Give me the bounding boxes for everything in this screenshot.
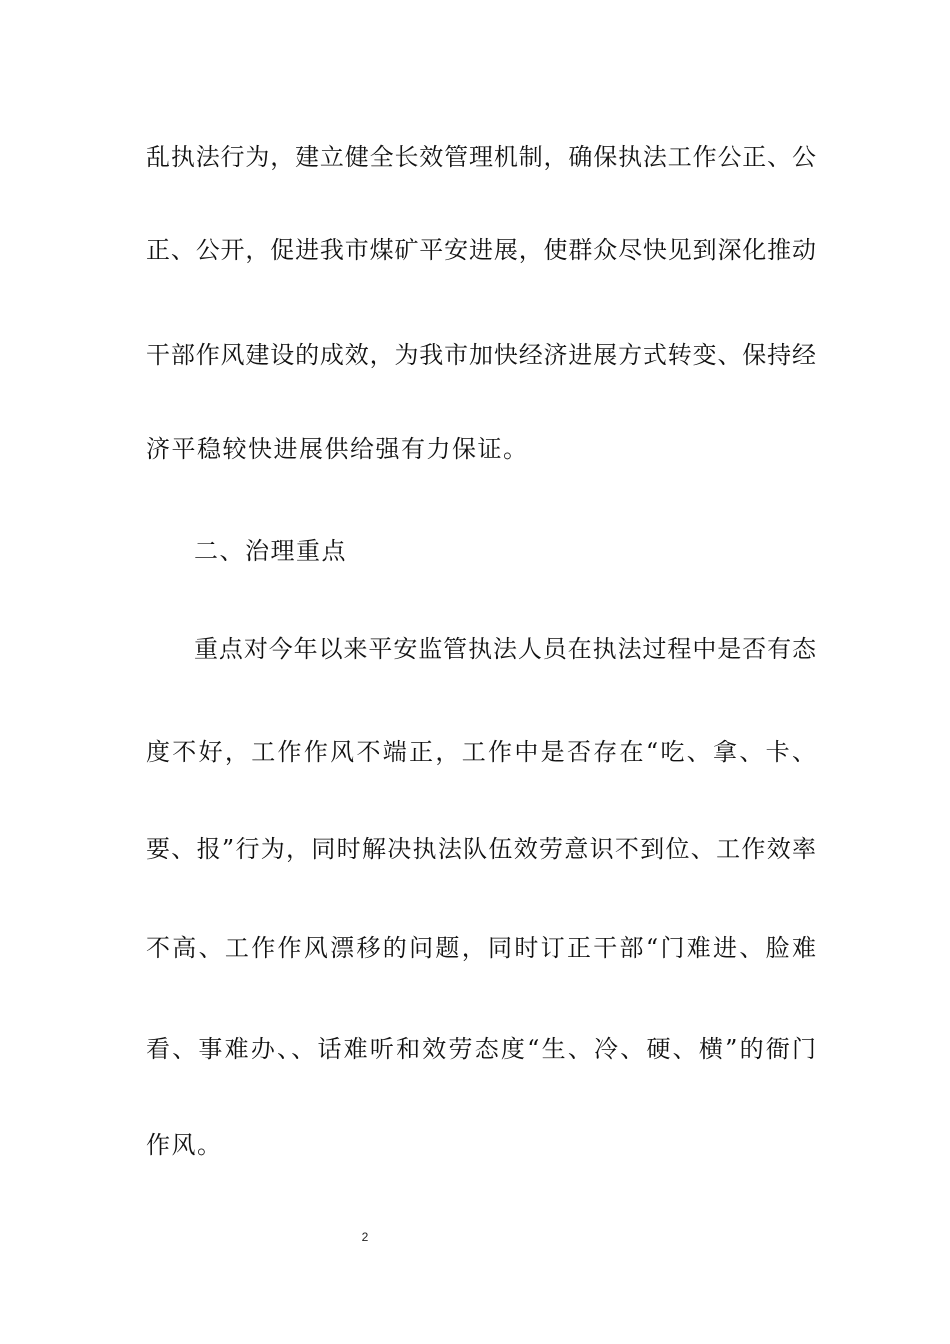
paragraph-1-line-4: 济平稳较快进展供给强有力保证。 — [146, 435, 529, 463]
page-number: 2 — [361, 1230, 369, 1244]
paragraph-2-line-1: 重点对今年以来平安监管执法人员在执法过程中是否有态 — [194, 635, 816, 663]
section-heading: 二、治理重点 — [194, 537, 347, 565]
paragraph-2-line-2: 度不好，工作作风不端正，工作中是否存在“吃、拿、卡、 — [146, 738, 816, 766]
paragraph-1-line-2: 正、公开，促进我市煤矿平安进展，使群众尽快见到深化推动 — [146, 236, 816, 264]
paragraph-2-line-5: 看、事难办、、话难听和效劳态度“生、冷、硬、横”的衙门 — [146, 1035, 816, 1063]
paragraph-2-line-4: 不高、工作作风漂移的问题，同时订正干部“门难进、脸难 — [146, 934, 816, 962]
paragraph-1-line-1: 乱执法行为，建立健全长效管理机制，确保执法工作公正、公 — [146, 143, 816, 171]
paragraph-1-line-3: 干部作风建设的成效，为我市加快经济进展方式转变、保持经 — [146, 341, 816, 369]
paragraph-2-line-3: 要、报”行为，同时解决执法队伍效劳意识不到位、工作效率 — [146, 835, 816, 863]
paragraph-2-line-6: 作风。 — [146, 1131, 223, 1159]
